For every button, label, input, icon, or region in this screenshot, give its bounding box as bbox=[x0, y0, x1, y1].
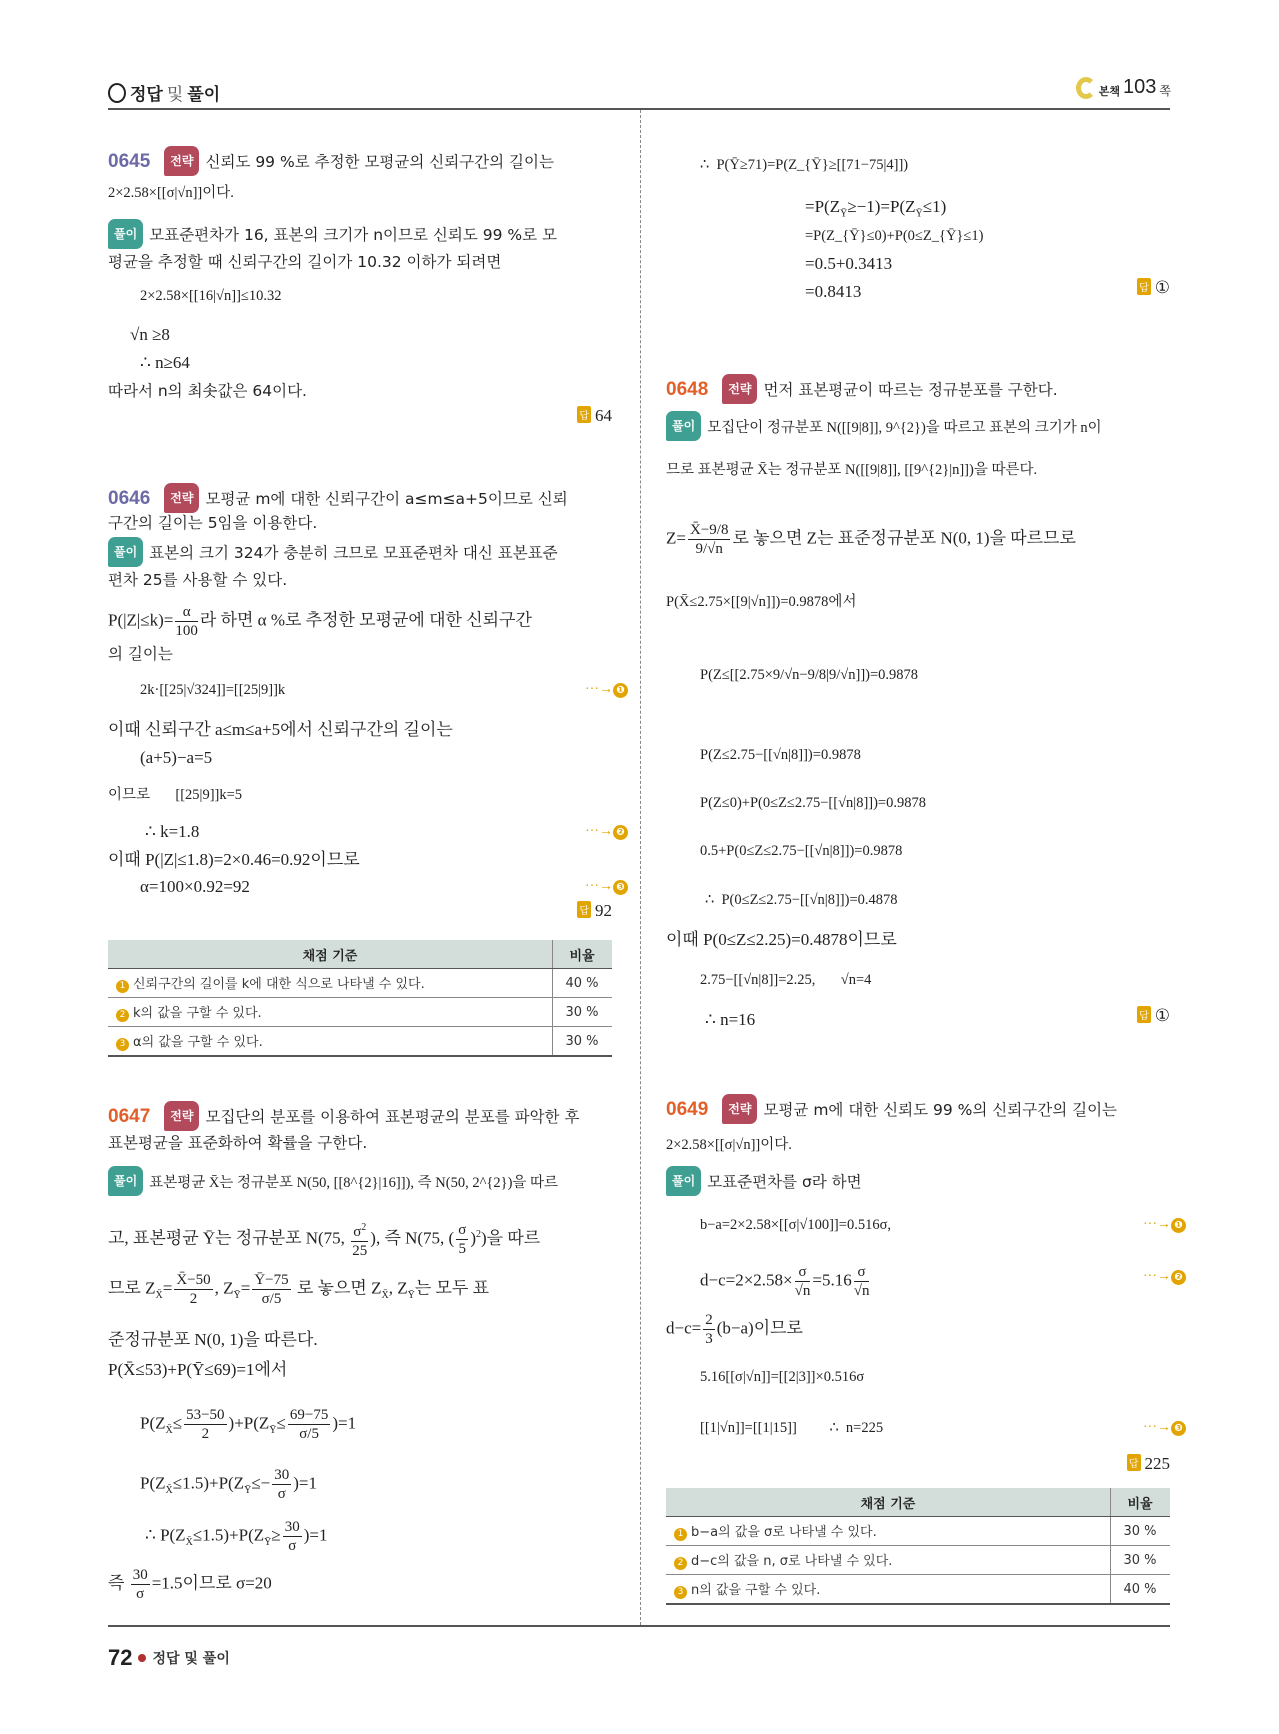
criteria-text: k의 값을 구할 수 있다. bbox=[133, 1006, 262, 1021]
logo-dot-icon bbox=[138, 1654, 146, 1662]
strategy-text: 모평균 m에 대한 신뢰구간이 a≤m≤a+5이므로 신뢰 bbox=[205, 490, 568, 508]
section-title bbox=[108, 80, 220, 105]
math-line: [[1|√n]]=[[1|15]] ∴ n=225 bbox=[700, 1420, 884, 1436]
header-criteria: 채점 기준 bbox=[108, 940, 553, 969]
criteria-text: b−a의 값을 σ로 나타낼 수 있다. bbox=[691, 1525, 877, 1540]
textbook-reference bbox=[1076, 76, 1171, 99]
strategy-badge: 전략 bbox=[164, 1101, 199, 1131]
math-line: ∴ P(0≤Z≤2.75−[[√n|8]])=0.4878 bbox=[705, 892, 898, 908]
ref-suffix: 쪽 bbox=[1159, 84, 1171, 98]
step-marker-1: ···→ ❶ bbox=[585, 682, 628, 698]
ratio: 30 % bbox=[1111, 1517, 1171, 1546]
math-line: P(X̄≤53)+P(Ȳ≤69)=1에서 bbox=[108, 1360, 288, 1379]
math-line: =0.8413 bbox=[805, 282, 862, 301]
math-line: =P(Z_{Ȳ}≤0)+P(0≤Z_{Ȳ}≤1) bbox=[805, 228, 984, 244]
math-line: d−c= $\frac{2}{3}$ (b−a)이므로 bbox=[666, 1312, 803, 1347]
criteria-text: 신뢰구간의 길이를 k에 대한 식으로 나타낼 수 있다. bbox=[133, 977, 425, 992]
math-line: 이때 P(|Z|≤1.8)=2×0.46=0.92이므로 bbox=[108, 850, 360, 869]
math-line: P(Z≤2.75−[[√n|8]])=0.9878 bbox=[700, 747, 861, 763]
fraction: $\frac{X̄-50}{2}$ bbox=[176, 1272, 211, 1307]
problem-0645-heading bbox=[108, 146, 554, 176]
math-line: α=100×0.92=92 bbox=[140, 877, 250, 896]
step-number-icon: 1 bbox=[674, 1528, 687, 1541]
header-rule bbox=[108, 108, 1170, 110]
math-line: 므로 $Z_{X̄}=$ $\frac{X̄-50}{2}$ , $Z_Ȳ=$ $\frac{Ȳ-75}{\sigma/5}$ 로 놓으면 $Z_{X̄}$, $Z_Ȳ$는 모두 표 bbox=[108, 1272, 490, 1307]
fraction: $\frac{\alpha}{100}$ bbox=[175, 604, 198, 639]
math-line: P(X̄≤2.75×[[9|√n]])=0.9878에서 bbox=[666, 594, 857, 610]
answer bbox=[577, 901, 612, 921]
step-number-icon: 3 bbox=[116, 1038, 129, 1051]
answer-value: 92 bbox=[595, 901, 612, 920]
problem-0647-heading bbox=[108, 1101, 579, 1131]
solution-badge: 풀이 bbox=[108, 1166, 143, 1196]
fraction: $\frac{\sigma}{√n}$ bbox=[853, 1264, 870, 1299]
answer-icon: 답 bbox=[1137, 1006, 1151, 1023]
text-line: 따라서 n의 최솟값은 64이다. bbox=[108, 382, 307, 400]
strategy-text: 모집단의 분포를 이용하여 표본평균의 분포를 파악한 후 bbox=[205, 1108, 580, 1126]
table-row bbox=[666, 1517, 1170, 1546]
answer-icon: 답 bbox=[1127, 1454, 1141, 1471]
text-line: 평균을 추정할 때 신뢰구간의 길이가 10.32 이하가 되려면 bbox=[108, 253, 502, 271]
header-criteria: 채점 기준 bbox=[666, 1488, 1111, 1517]
math-line: 2×2.58×[[σ|√n]]이다. bbox=[108, 185, 234, 201]
fraction: $\frac{X̄-9/8}{9/√n}$ bbox=[689, 522, 729, 557]
math-line: 이때 P(0≤Z≤2.25)=0.4878이므로 bbox=[666, 930, 897, 949]
math-line: 이므로 [[25|9]]k=5 bbox=[108, 787, 243, 803]
solution-badge: 풀이 bbox=[108, 537, 143, 567]
solution-text: 모표준편차를 σ라 하면 bbox=[707, 1173, 862, 1191]
solution-line bbox=[108, 537, 558, 567]
answer-value: 225 bbox=[1144, 1454, 1170, 1473]
table-row bbox=[666, 1575, 1170, 1605]
solution-badge: 풀이 bbox=[666, 1166, 701, 1196]
math-line: =0.5+0.3413 bbox=[805, 254, 893, 273]
ref-page: 103 bbox=[1123, 76, 1157, 98]
text-line: 의 길이는 bbox=[108, 645, 173, 663]
scoring-table-0649 bbox=[666, 1488, 1170, 1605]
answer bbox=[1137, 1006, 1170, 1026]
text-line: 편차 25를 사용할 수 있다. bbox=[108, 571, 288, 589]
math-line: √n ≥8 bbox=[130, 325, 170, 344]
fraction: $\frac{2}{3}$ bbox=[705, 1312, 713, 1347]
ref-label: 본책 bbox=[1098, 85, 1121, 98]
math-line: Z= $\frac{X̄-9/8}{9/√n}$ 로 놓으면 Z는 표준정규분포 N(0, 1)을 따르므로 bbox=[666, 522, 1076, 557]
fraction: $\frac{Ȳ-75}{\sigma/5}$ bbox=[254, 1272, 289, 1307]
math-line: ∴ n≥64 bbox=[140, 353, 190, 372]
criteria-text: d−c의 값을 n, σ로 나타낼 수 있다. bbox=[691, 1554, 893, 1569]
math-line: 즉 $\frac{30}{\sigma}$ =1.5이므로 σ=20 bbox=[108, 1567, 272, 1602]
fraction: $\frac{\sigma}{5}$ bbox=[458, 1222, 467, 1257]
answer-value: ① bbox=[1154, 278, 1170, 297]
math-line: 0.5+P(0≤Z≤2.75−[[√n|8]])=0.9878 bbox=[700, 843, 903, 859]
problem-0649-heading bbox=[666, 1094, 1117, 1124]
fraction: $\frac{30}{\sigma}$ bbox=[284, 1519, 300, 1554]
mascot-icon bbox=[108, 83, 126, 103]
fraction: $\frac{30}{\sigma}$ bbox=[132, 1567, 148, 1602]
ratio: 30 % bbox=[553, 998, 613, 1027]
strategy-badge: 전략 bbox=[722, 374, 757, 404]
footer-rule bbox=[108, 1625, 1170, 1627]
strategy-text: 신뢰도 99 %로 추정한 모평균의 신뢰구간의 길이는 bbox=[205, 153, 554, 171]
step-number-icon: 2 bbox=[116, 1009, 129, 1022]
problem-number: 0646 bbox=[108, 488, 151, 509]
math-line: (a+5)−a=5 bbox=[140, 748, 213, 767]
math-line: P(Z≤0)+P(0≤Z≤2.75−[[√n|8]])=0.9878 bbox=[700, 795, 926, 811]
math-line: P(Z≤[[2.75×9/√n−9/8|9/√n]])=0.9878 bbox=[700, 667, 919, 683]
table-row bbox=[108, 998, 612, 1027]
step-marker-2: ···→ ❷ bbox=[585, 824, 628, 840]
solution-text: 표본의 크기 324가 충분히 크므로 모표준편차 대신 표본표준 bbox=[149, 544, 558, 562]
problem-number: 0647 bbox=[108, 1106, 151, 1127]
answer-icon: 답 bbox=[577, 901, 591, 918]
answer bbox=[577, 406, 612, 426]
fraction: $\frac{\sigma}{√n}$ bbox=[794, 1264, 811, 1299]
answer-value: ① bbox=[1154, 1006, 1170, 1025]
ratio: 30 % bbox=[1111, 1546, 1171, 1575]
step-number-icon: 1 bbox=[116, 980, 129, 993]
math-line: 이때 신뢰구간 a≤m≤a+5에서 신뢰구간의 길이는 bbox=[108, 720, 453, 739]
answer-value: 64 bbox=[595, 406, 612, 425]
column-divider bbox=[640, 110, 641, 1625]
math-line: 2k·[[25|√324]]=[[25|9]]k bbox=[140, 682, 286, 698]
fraction: $\frac{30}{\sigma}$ bbox=[274, 1467, 290, 1502]
step-number-icon: 2 bbox=[674, 1557, 687, 1570]
math-line: 2×2.58×[[σ|√n]]이다. bbox=[666, 1137, 792, 1153]
answer-icon: 답 bbox=[577, 406, 591, 423]
title-conj: 및 bbox=[166, 85, 184, 105]
text-line: 표본평균을 표준화하여 확률을 구한다. bbox=[108, 1134, 368, 1152]
return-arrow-icon bbox=[1076, 77, 1096, 99]
answer bbox=[1137, 278, 1170, 298]
math-line: 준정규분포 N(0, 1)을 따른다. bbox=[108, 1330, 318, 1349]
problem-0648-heading bbox=[666, 374, 1058, 404]
math-line: d−c=2×2.58× $\frac{\sigma}{√n}$ =5.16 $\frac{\sigma}{√n}$ bbox=[700, 1264, 870, 1299]
criteria-text: n의 값을 구할 수 있다. bbox=[691, 1583, 821, 1598]
math-line: $P(Z_{X̄}\le$ $\frac{53-50}{2}$ )$+P(Z_Ȳ\le$ $\frac{69-75}{\sigma/5}$ )=1 bbox=[140, 1407, 357, 1442]
header-ratio: 비율 bbox=[1111, 1488, 1171, 1517]
problem-number: 0649 bbox=[666, 1099, 709, 1120]
math-line: ∴ P(Ȳ≥71)=P(Z_{Ȳ}≥[[71−75|4]]) bbox=[700, 157, 909, 173]
solution-text: 모집단이 정규분포 N([[9|8]], 9^{2})을 따르고 표본의 크기가 n이 bbox=[707, 420, 1102, 436]
math-line: 5.16[[σ|√n]]=[[2|3]]×0.516σ bbox=[700, 1369, 865, 1385]
math-line: b−a=2×2.58×[[σ|√100]]=0.516σ, bbox=[700, 1217, 892, 1233]
ratio: 30 % bbox=[553, 1027, 613, 1057]
strategy-badge: 전략 bbox=[164, 146, 199, 176]
answer bbox=[1127, 1454, 1170, 1474]
page-number: 72 bbox=[108, 1645, 133, 1670]
math-line: 므로 표본평균 X̄는 정규분포 N([[9|8]], [[9^{2}|n]])을 따른다. bbox=[666, 462, 1038, 478]
fraction: $\frac{\sigma^2}{25}$ bbox=[351, 1219, 368, 1260]
math-line: $P(Z_{X̄}\le 1.5)+P(Z_Ȳ\le-$ $\frac{30}{\sigma}$ )=1 bbox=[140, 1467, 317, 1502]
title-end: 풀이 bbox=[187, 85, 221, 105]
math-line: 2×2.58×[[16|√n]]≤10.32 bbox=[140, 288, 282, 304]
math-line: ∴ k=1.8 bbox=[145, 822, 200, 841]
strategy-text: 모평균 m에 대한 신뢰도 99 %의 신뢰구간의 길이는 bbox=[763, 1101, 1118, 1119]
step-marker-2: ···→ ❷ bbox=[1143, 1269, 1186, 1285]
solution-line bbox=[108, 219, 557, 249]
table-row bbox=[108, 1027, 612, 1057]
criteria-text: α의 값을 구할 수 있다. bbox=[133, 1035, 263, 1050]
fraction: $\frac{69-75}{\sigma/5}$ bbox=[289, 1407, 329, 1442]
solution-line bbox=[108, 1166, 558, 1197]
step-marker-3: ···→ ❸ bbox=[1143, 1420, 1186, 1436]
math-line: 고, 표본평균 Ȳ는 정규분포 N(75, $\frac{\sigma^2}{25}$ ), 즉 N(75, ( $\frac{\sigma}{5}$ )$^2$)을 따르 bbox=[108, 1219, 540, 1260]
math-line: ∴ $P(Z_{X̄}\le 1.5)+P(Z_Ȳ\ge$ $\frac{30}{\sigma}$ )=1 bbox=[145, 1519, 328, 1554]
solution-line bbox=[666, 1166, 862, 1196]
footer bbox=[108, 1645, 230, 1671]
step-marker-3: ···→ ❸ bbox=[585, 879, 628, 895]
math-line: $=P(Z_Ȳ\ge-1)=P(Z_Ȳ\le 1)$ bbox=[805, 197, 947, 220]
ratio: 40 % bbox=[553, 969, 613, 998]
table-row bbox=[108, 969, 612, 998]
step-marker-1: ···→ ❶ bbox=[1143, 1217, 1186, 1233]
strategy-badge: 전략 bbox=[164, 483, 199, 513]
math-line: P(|Z|≤k)= $\frac{\alpha}{100}$ 라 하면 α %로 추정한 모평균에 대한 신뢰구간 bbox=[108, 604, 532, 639]
footer-title: 정답 및 풀이 bbox=[152, 1651, 230, 1667]
problem-number: 0645 bbox=[108, 151, 151, 172]
solution-text: 표본평균 X̄는 정규분포 N(50, [[8^{2}|16]]), 즉 N(50, 2^{2})을 따르 bbox=[149, 1175, 559, 1191]
solution-text: 모표준편차가 16, 표본의 크기가 n이므로 신뢰도 99 %로 모 bbox=[149, 226, 557, 244]
solution-badge: 풀이 bbox=[666, 411, 701, 441]
header-ratio: 비율 bbox=[553, 940, 613, 969]
fraction: $\frac{53-50}{2}$ bbox=[186, 1407, 225, 1442]
table-row bbox=[666, 1546, 1170, 1575]
step-number-icon: 3 bbox=[674, 1586, 687, 1599]
title-main: 정답 bbox=[130, 85, 163, 105]
math-line: ∴ n=16 bbox=[705, 1010, 756, 1029]
ratio: 40 % bbox=[1111, 1575, 1171, 1605]
math-line: 2.75−[[√n|8]]=2.25, √n=4 bbox=[700, 972, 872, 988]
answer-icon: 답 bbox=[1137, 278, 1151, 295]
strategy-badge: 전략 bbox=[722, 1094, 757, 1124]
text-line: 구간의 길이는 5임을 이용한다. bbox=[108, 514, 318, 532]
scoring-table-0646 bbox=[108, 940, 612, 1057]
solution-line bbox=[666, 411, 1102, 442]
strategy-text: 먼저 표본평균이 따르는 정규분포를 구한다. bbox=[763, 381, 1058, 399]
problem-number: 0648 bbox=[666, 379, 709, 400]
solution-badge: 풀이 bbox=[108, 219, 143, 249]
